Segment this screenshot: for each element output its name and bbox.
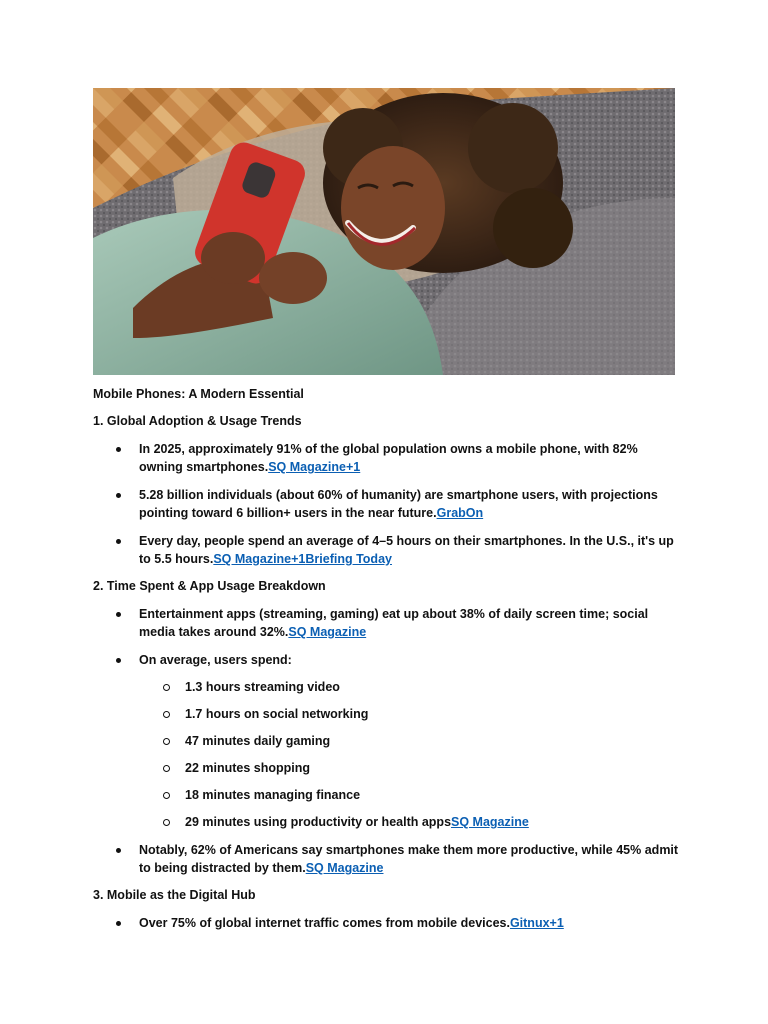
list-item bbox=[93, 914, 683, 932]
sub-list bbox=[139, 678, 683, 831]
document-title: Mobile Phones: A Modern Essential bbox=[93, 387, 304, 401]
circle-bullet-icon bbox=[163, 711, 170, 718]
bullet-list bbox=[93, 914, 683, 932]
section-time-spent bbox=[93, 578, 683, 877]
source-link[interactable]: Gitnux+1 bbox=[509, 916, 564, 930]
list-item bbox=[93, 486, 683, 522]
sub-list-item bbox=[139, 732, 683, 750]
list-item-text: Over 75% of global internet traffic comes from mobile devices. bbox=[139, 916, 510, 930]
sub-list-item bbox=[139, 759, 683, 777]
list-item-text: In 2025, approximately 91% of the global population owns a mobile phone, with 82% owning smartphones. bbox=[139, 442, 638, 474]
sub-list-item-text: 47 minutes daily gaming bbox=[185, 734, 331, 748]
bullet-dot-icon bbox=[116, 658, 121, 663]
list-item bbox=[93, 440, 683, 476]
section-global-adoption bbox=[93, 413, 683, 568]
circle-bullet-icon bbox=[163, 819, 170, 826]
list-item-text: Notably, 62% of Americans say smartphones make them more productive, while 45% admit to being distracted by them. bbox=[139, 843, 679, 875]
sub-list-item-text: 1.7 hours on social networking bbox=[185, 707, 369, 721]
sub-list-item-text: 18 minutes managing finance bbox=[185, 788, 361, 802]
list-item-text: Entertainment apps (streaming, gaming) eat up about 38% of daily screen time; social media takes around 32%. bbox=[139, 607, 649, 639]
section-heading: 1. Global Adoption & Usage Trends bbox=[93, 414, 302, 428]
source-link[interactable]: Briefing Today bbox=[305, 552, 392, 566]
sub-list-item bbox=[139, 813, 683, 831]
list-item-text: On average, users spend: bbox=[139, 653, 292, 667]
bullet-list bbox=[93, 605, 683, 877]
source-link[interactable]: GrabOn bbox=[436, 506, 484, 520]
sub-list-item bbox=[139, 786, 683, 804]
source-link[interactable]: SQ Magazine+1 bbox=[213, 552, 306, 566]
source-link[interactable]: SQ Magazine bbox=[288, 625, 367, 639]
bullet-dot-icon bbox=[116, 921, 121, 926]
bullet-dot-icon bbox=[116, 447, 121, 452]
sub-list-item bbox=[139, 678, 683, 696]
bullet-dot-icon bbox=[116, 493, 121, 498]
source-link[interactable]: SQ Magazine+1 bbox=[268, 460, 361, 474]
sub-list-item-text: 1.3 hours streaming video bbox=[185, 680, 340, 694]
list-item-text: Every day, people spend an average of 4–5 hours on their smartphones. In the U.S., it's up to 5.5 hours. bbox=[139, 534, 674, 566]
bullet-dot-icon bbox=[116, 612, 121, 617]
list-item bbox=[93, 651, 683, 831]
sub-list-item bbox=[139, 705, 683, 723]
source-link[interactable]: SQ Magazine bbox=[451, 815, 529, 829]
sub-list-item-text: 29 minutes using productivity or health apps bbox=[185, 815, 452, 829]
circle-bullet-icon bbox=[163, 738, 170, 745]
list-item bbox=[93, 841, 683, 877]
list-item bbox=[93, 532, 683, 568]
circle-bullet-icon bbox=[163, 792, 170, 799]
section-heading: 3. Mobile as the Digital Hub bbox=[93, 888, 256, 902]
list-item-text: 5.28 billion individuals (about 60% of humanity) are smartphone users, with projections pointing toward 6 billion+ users in the near future. bbox=[139, 488, 658, 520]
circle-bullet-icon bbox=[163, 765, 170, 772]
smiling-woman-phone-photo bbox=[93, 88, 675, 375]
section-digital-hub bbox=[93, 887, 683, 932]
bullet-dot-icon bbox=[116, 539, 121, 544]
document-page bbox=[93, 88, 683, 932]
circle-bullet-icon bbox=[163, 684, 170, 691]
bullet-dot-icon bbox=[116, 848, 121, 853]
sub-list-item-text: 22 minutes shopping bbox=[185, 761, 311, 775]
list-item bbox=[93, 605, 683, 641]
section-heading: 2. Time Spent & App Usage Breakdown bbox=[93, 579, 326, 593]
source-link[interactable]: SQ Magazine bbox=[305, 861, 384, 875]
bullet-list bbox=[93, 440, 683, 568]
